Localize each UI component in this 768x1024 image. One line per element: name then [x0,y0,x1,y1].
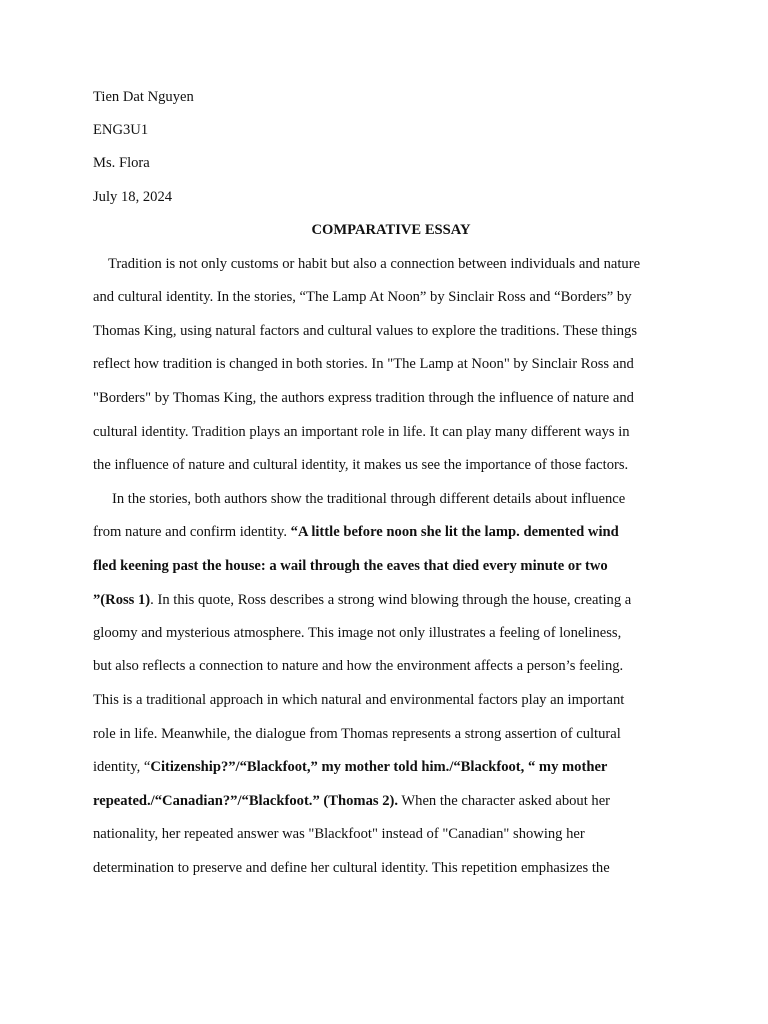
paragraph-line: Tradition is not only customs or habit but also a connection between individuals and nature [108,256,641,272]
paragraph-line: and cultural identity. In the stories, “The Lamp At Noon” by Sinclair Ross and “Borders” by [93,289,632,305]
body-text: identity, “ [93,759,151,775]
quote-text: repeated./“Canadian?”/“Blackfoot.” (Thomas 2). [93,793,398,809]
paragraph-line: nationality, her repeated answer was "Blackfoot" instead of "Canadian" showing her [93,826,585,842]
paragraph-line [93,523,619,541]
paragraph-line: Thomas King, using natural factors and cultural values to explore the traditions. These things [93,323,638,339]
paragraph-line [93,758,607,776]
paragraph-line: the influence of nature and cultural identity, it makes us see the importance of those factors. [93,457,629,473]
paragraph-line: cultural identity. Tradition plays an important role in life. It can play many different ways in [93,424,630,440]
course-code: ENG3U1 [93,122,149,138]
teacher-name: Ms. Flora [93,155,150,171]
paragraph-line: determination to preserve and define her cultural identity. This repetition emphasizes the [93,860,610,876]
paragraph-line: In the stories, both authors show the traditional through different details about influence [112,491,626,507]
paragraph-line [93,792,610,810]
body-text: . In this quote, Ross describes a strong wind blowing through the house, creating a [150,592,632,608]
quote-text: Citizenship?”/“Blackfoot,” my mother told him./“Blackfoot, “ my mother [150,759,608,775]
body-text: When the character asked about her [398,793,611,809]
paragraph-line: This is a traditional approach in which natural and environmental factors play an important [93,692,625,708]
paragraph-line: role in life. Meanwhile, the dialogue from Thomas represents a strong assertion of cultural [93,726,621,742]
essay-title: COMPARATIVE ESSAY [311,222,471,238]
citation-text: ”(Ross 1) [93,592,151,608]
student-name: Tien Dat Nguyen [93,89,194,105]
paragraph-line: but also reflects a connection to nature and how the environment affects a person’s feeling. [93,658,624,674]
paragraph-line: "Borders" by Thomas King, the authors express tradition through the influence of nature and [93,390,634,406]
paragraph-line [93,557,608,575]
paragraph-line [93,591,631,609]
quote-text: “A little before noon she lit the lamp. demented wind [290,524,619,540]
paragraph-line: reflect how tradition is changed in both stories. In "The Lamp at Noon" by Sinclair Ross and [93,356,634,372]
paragraph-line: gloomy and mysterious atmosphere. This image not only illustrates a feeling of loneliness, [93,625,622,641]
essay-date: July 18, 2024 [93,189,173,205]
quote-text: fled keening past the house: a wail through the eaves that died every minute or two [93,558,608,574]
body-text: from nature and confirm identity. [93,524,291,540]
